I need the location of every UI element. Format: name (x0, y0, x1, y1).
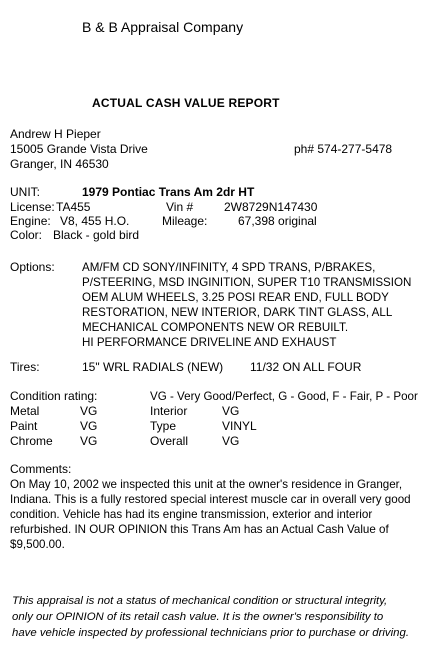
condition-left-label: Chrome (10, 434, 53, 448)
vin-value: 2W8729N147430 (224, 200, 318, 214)
options-line: OEM ALUM WHEELS, 3.25 POSI REAR END, FULL BODY (82, 291, 389, 304)
options-line: P/STEERING, MSD INGINITION, SUPER T10 TRANSMISSION (82, 276, 412, 289)
options-line: MECHANICAL COMPONENTS NEW OR REBUILT. (82, 321, 349, 334)
owner-name: Andrew H Pieper (10, 127, 101, 141)
comments-section (10, 462, 428, 552)
condition-left-value: VG (80, 434, 98, 448)
disclaimer (12, 594, 409, 642)
condition-row (10, 419, 440, 434)
options-label: Options: (10, 260, 55, 274)
comments-line: $9,500.00. (10, 538, 65, 551)
condition-left-value: VG (80, 404, 98, 418)
disclaimer-line: This appraisal is not a status of mechanical condition or structural integrity, (12, 595, 388, 607)
condition-header-row (10, 389, 440, 404)
color-value: Black - gold bird (53, 228, 140, 242)
comments-line: Indiana. This is a fully restored special interest muscle car in overall very good (10, 493, 411, 506)
mileage-value: 67,398 original (238, 214, 317, 228)
condition-section (10, 389, 440, 449)
engine-row (10, 214, 440, 228)
condition-row (10, 404, 440, 419)
license-value: TA455 (56, 200, 91, 214)
disclaimer-line: only our OPINION of its retail cash value. It is the owner's responsibility to (12, 611, 384, 623)
comments-line: On May 10, 2002 we inspected this unit at the owner's residence in Granger, (10, 478, 403, 491)
mileage-label: Mileage: (162, 214, 208, 228)
tires-label: Tires: (10, 360, 40, 374)
condition-right-value: VINYL (222, 419, 257, 433)
report-title: ACTUAL CASH VALUE REPORT (92, 96, 280, 110)
license-row (10, 200, 440, 214)
color-row (10, 228, 440, 242)
color-label: Color: (10, 228, 43, 242)
condition-right-label: Interior (150, 404, 188, 418)
engine-label: Engine: (10, 214, 51, 228)
disclaimer-line: have vehicle inspected by professional technicians prior to purchase or driving. (12, 627, 409, 639)
options-line: AM/FM CD SONY/INFINITY, 4 SPD TRANS, P/BRAKES, (82, 261, 376, 274)
condition-right-label: Overall (150, 434, 189, 448)
condition-left-label: Paint (10, 419, 38, 433)
owner-city: Granger, IN 46530 (10, 157, 109, 171)
engine-value: V8, 455 H.O. (60, 214, 130, 228)
owner-phone: ph# 574-277-5478 (294, 142, 393, 156)
condition-label: Condition rating: (10, 389, 98, 403)
license-label: License: (10, 200, 55, 214)
unit-label: UNIT: (10, 185, 40, 199)
vehicle-details (10, 200, 440, 242)
owner-address-block (10, 127, 148, 172)
comments-label: Comments: (10, 462, 72, 476)
options-line: HI PERFORMANCE DRIVELINE AND EXHAUST (82, 336, 337, 349)
condition-left-label: Metal (10, 404, 40, 418)
options-list (82, 260, 411, 350)
unit-value: 1979 Pontiac Trans Am 2dr HT (82, 185, 255, 199)
condition-legend: VG - Very Good/Perfect, G - Good, F - Fair, P - Poor (150, 390, 418, 403)
tires-value: 15" WRL RADIALS (NEW) (82, 360, 224, 374)
condition-right-value: VG (222, 404, 240, 418)
tires-tread: 11/32 ON ALL FOUR (250, 360, 362, 374)
options-line: RESTORATION, NEW INTERIOR, DARK TINT GLASS, ALL (82, 306, 393, 319)
owner-street: 15005 Grande Vista Drive (10, 142, 148, 156)
company-name: B & B Appraisal Company (82, 19, 244, 35)
comments-line: refurbished. IN OUR OPINION this Trans Am has an Actual Cash Value of (10, 523, 389, 536)
unit-row (10, 185, 254, 200)
condition-row (10, 434, 440, 449)
condition-right-value: VG (222, 434, 240, 448)
comments-line: condition. Vehicle has had its engine transmission, exterior and interior (10, 508, 373, 521)
condition-right-label: Type (150, 419, 177, 433)
condition-left-value: VG (80, 419, 98, 433)
tires-row (10, 360, 440, 375)
vin-label: Vin # (166, 200, 194, 214)
